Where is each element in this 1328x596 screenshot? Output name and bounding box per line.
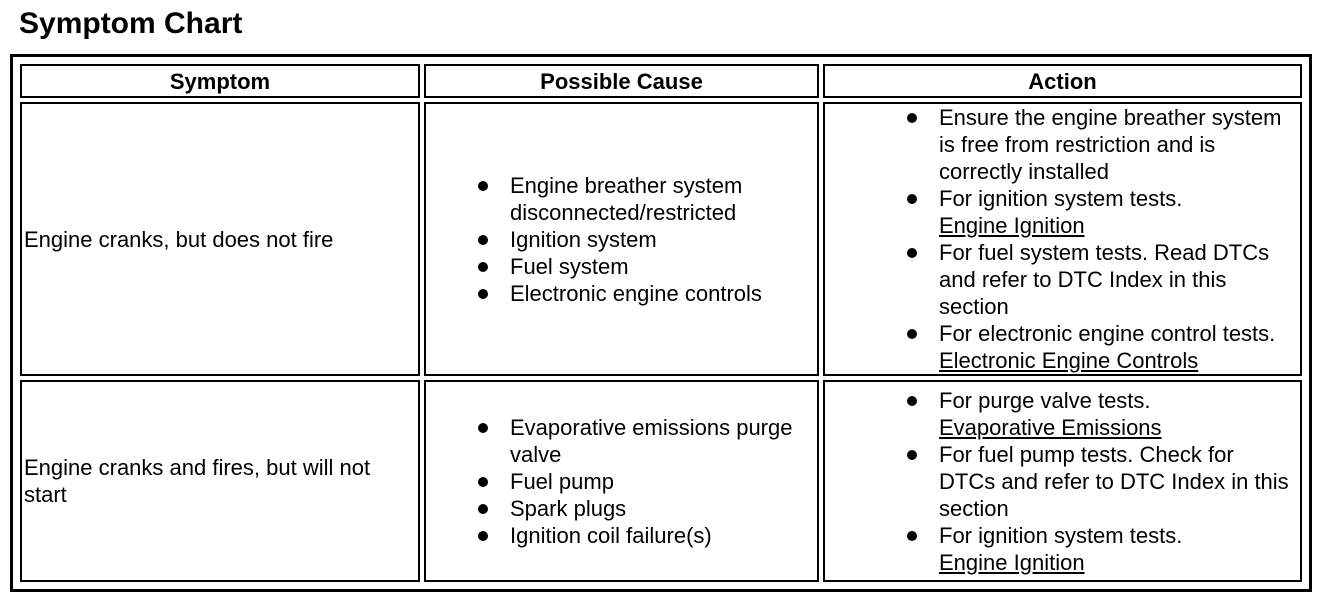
- action-text: For fuel system tests. Read DTCs and refer to DTC Index in this section: [939, 240, 1270, 319]
- action-cell: [823, 380, 1302, 582]
- cause-item: Electronic engine controls: [478, 280, 811, 307]
- table-row: [20, 102, 1302, 376]
- cause-list: [478, 414, 811, 549]
- cause-item: Fuel system: [478, 253, 811, 280]
- cause-item: Ignition system: [478, 226, 811, 253]
- possible-cause-cell: [424, 102, 819, 376]
- electronic-engine-controls-link[interactable]: Electronic Engine Controls: [939, 348, 1199, 373]
- cause-item: Fuel pump: [478, 468, 811, 495]
- engine-ignition-link[interactable]: Engine Ignition: [939, 213, 1085, 238]
- action-text: For ignition system tests.: [939, 522, 1183, 548]
- cause-item: Engine breather system disconnected/restricted: [478, 172, 811, 226]
- symptom-cell: Engine cranks, but does not fire: [20, 102, 420, 376]
- symptom-table: [16, 60, 1306, 586]
- action-item: [907, 239, 1294, 320]
- table-row: [20, 380, 1302, 582]
- action-text: For fuel pump tests. Check for DTCs and refer to DTC Index in this section: [939, 441, 1289, 521]
- action-text: For purge valve tests.: [939, 387, 1151, 413]
- action-text: Ensure the engine breather system is free from restriction and is correctly installed: [939, 105, 1282, 184]
- symptom-cell: Engine cranks and fires, but will not start: [20, 380, 420, 582]
- table-header-row: [20, 64, 1302, 98]
- action-text: For ignition system tests.: [939, 186, 1183, 211]
- action-item: [907, 441, 1294, 522]
- action-item: [907, 522, 1294, 576]
- action-item: [907, 104, 1294, 185]
- cause-list: [478, 172, 811, 307]
- cause-item: Ignition coil failure(s): [478, 522, 811, 549]
- page-title: Symptom Chart: [19, 7, 243, 40]
- cause-item: Spark plugs: [478, 495, 811, 522]
- symptom-column-header: Symptom: [20, 64, 420, 98]
- action-item: [907, 185, 1294, 239]
- symptom-chart: [10, 54, 1312, 592]
- engine-ignition-link[interactable]: Engine Ignition: [939, 549, 1085, 575]
- action-list: [907, 104, 1294, 374]
- action-cell: [823, 102, 1302, 376]
- action-text: For electronic engine control tests.: [939, 321, 1276, 346]
- cause-item: Evaporative emissions purge valve: [478, 414, 811, 468]
- action-list: [907, 387, 1294, 576]
- possible-cause-cell: [424, 380, 819, 582]
- action-column-header: Action: [823, 64, 1302, 98]
- possible-cause-column-header: Possible Cause: [424, 64, 819, 98]
- action-item: [907, 320, 1294, 374]
- evaporative-emissions-link[interactable]: Evaporative Emissions: [939, 414, 1162, 440]
- action-item: [907, 387, 1294, 441]
